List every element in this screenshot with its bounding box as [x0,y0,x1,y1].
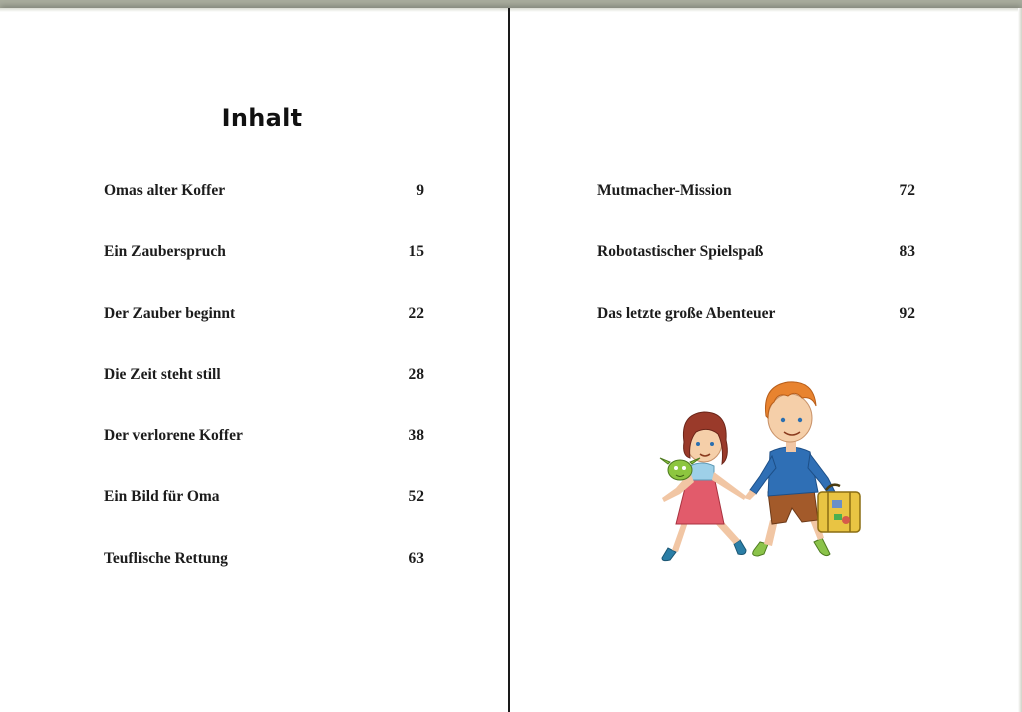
toc-entry-page: 92 [899,304,915,322]
book-spread [0,8,1022,712]
toc-entry[interactable] [104,488,424,549]
toc-entry-page: 9 [416,182,424,199]
toc-entry-page: 52 [408,488,424,506]
left-page [0,8,508,712]
right-page [510,8,1022,712]
toc-entry-title: Die Zeit steht still [104,365,221,383]
girl-figure [660,412,746,561]
toc-list-right [597,182,915,366]
toc-entry[interactable] [597,243,915,304]
toc-entry[interactable] [104,550,424,611]
toc-entry[interactable] [104,366,424,427]
toc-entry-page: 38 [408,427,424,445]
toc-title: Inhalt [221,104,303,132]
toc-entry[interactable] [104,243,424,304]
toc-entry-page: 15 [408,243,424,261]
toc-entry-title: Das letzte große Abenteuer [597,304,776,322]
children-walking-illustration [650,372,870,572]
toc-entry-title: Mutmacher-Mission [597,182,732,199]
toc-entry-page: 83 [899,243,915,261]
toc-entry-page: 22 [408,304,424,322]
toc-entry-page: 63 [408,549,424,567]
toc-entry[interactable] [104,305,424,366]
toc-list-left [104,182,424,611]
toc-entry-page: 72 [899,182,915,199]
toc-entry[interactable] [597,305,915,366]
toc-entry-title: Ein Bild für Oma [104,488,220,506]
toc-entry-title: Omas alter Koffer [104,182,226,199]
toc-entry-title: Teuflische Rettung [104,549,228,567]
toc-entry-title: Der Zauber beginnt [104,304,236,322]
toc-entry-title: Der verlorene Koffer [104,427,243,445]
toc-entry-title: Ein Zauberspruch [104,243,226,261]
toc-entry-title: Robotastischer Spielspaß [597,243,764,261]
toc-entry-page: 28 [408,365,424,383]
toc-entry[interactable] [104,182,424,243]
page-edge [1018,8,1022,712]
suitcase-illustration [818,485,860,532]
toc-entry[interactable] [104,427,424,488]
toc-entry[interactable] [597,182,915,243]
